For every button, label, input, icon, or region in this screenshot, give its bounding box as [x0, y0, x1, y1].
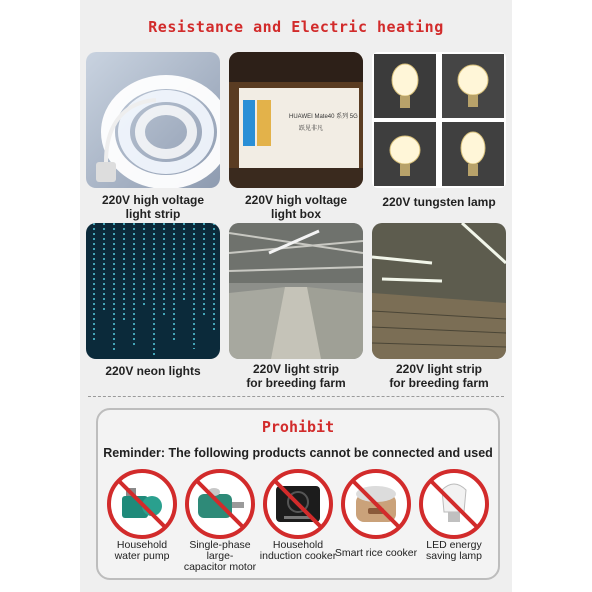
led-bulb-icon: [418, 468, 490, 540]
section-divider: [88, 396, 504, 397]
caption-line: for breeding farm: [389, 376, 489, 390]
caption-neon-lights: [86, 364, 220, 378]
light-strip-image: [86, 52, 220, 188]
caption-light-strip: [86, 193, 220, 221]
caption-line: light box: [271, 207, 321, 221]
caption-light-box: [229, 193, 363, 221]
prohibit-title: Prohibit: [261, 418, 335, 436]
caption-line: Single-phase: [189, 539, 251, 551]
caption-line: saving lamp: [425, 550, 483, 562]
caption-line: water pump: [114, 550, 170, 562]
caption-breeding-farm-2: [372, 362, 506, 390]
caption-line: light strip: [125, 207, 181, 221]
caption-line: capacitor motor: [183, 561, 257, 573]
breeding-farm-photo-1: [229, 223, 363, 359]
caption-line: 220V light strip: [395, 362, 483, 376]
caption-line: 220V neon lights: [105, 364, 201, 378]
motor-icon: [184, 468, 256, 540]
light-strip-photo: [86, 52, 220, 188]
rice-cooker-icon: [340, 468, 412, 540]
caption-line: 220V tungsten lamp: [382, 195, 496, 209]
water-pump-icon: [106, 468, 178, 540]
neon-lights-image: [86, 223, 220, 359]
caption-breeding-farm-1: [229, 362, 363, 390]
light-box-image: [229, 52, 363, 188]
billboard-slogan: 跃见非凡: [299, 125, 324, 132]
caption-line: Smart rice cooker: [334, 547, 418, 559]
prohibit-caption-led-lamp: [408, 540, 500, 562]
induction-cooker-icon: [262, 468, 334, 540]
reminder-text: Reminder: The following products cannot be connected and used: [103, 446, 493, 460]
neon-lights-photo: [86, 223, 220, 359]
billboard-brand: HUAWEI Mate40 系列 5G: [289, 114, 358, 120]
caption-line: 220V light strip: [252, 362, 340, 376]
caption-line: LED energy: [426, 539, 482, 551]
caption-tungsten-lamp: [372, 195, 506, 209]
caption-line: for breeding farm: [246, 376, 346, 390]
caption-line: large-: [206, 550, 234, 562]
caption-line: Household: [116, 539, 168, 551]
breeding-farm-image-2: [372, 223, 506, 359]
page-title: Resistance and Electric heating: [148, 18, 444, 36]
breeding-farm-image-1: [229, 223, 363, 359]
breeding-farm-photo-2: [372, 223, 506, 359]
caption-line: Household: [272, 539, 324, 551]
caption-line: induction cooker: [259, 550, 337, 562]
tungsten-lamp-photo: [372, 52, 506, 188]
light-box-photo: [229, 52, 363, 188]
caption-line: 220V high voltage: [244, 193, 348, 207]
tungsten-lamp-image: [372, 52, 506, 188]
caption-line: 220V high voltage: [101, 193, 205, 207]
